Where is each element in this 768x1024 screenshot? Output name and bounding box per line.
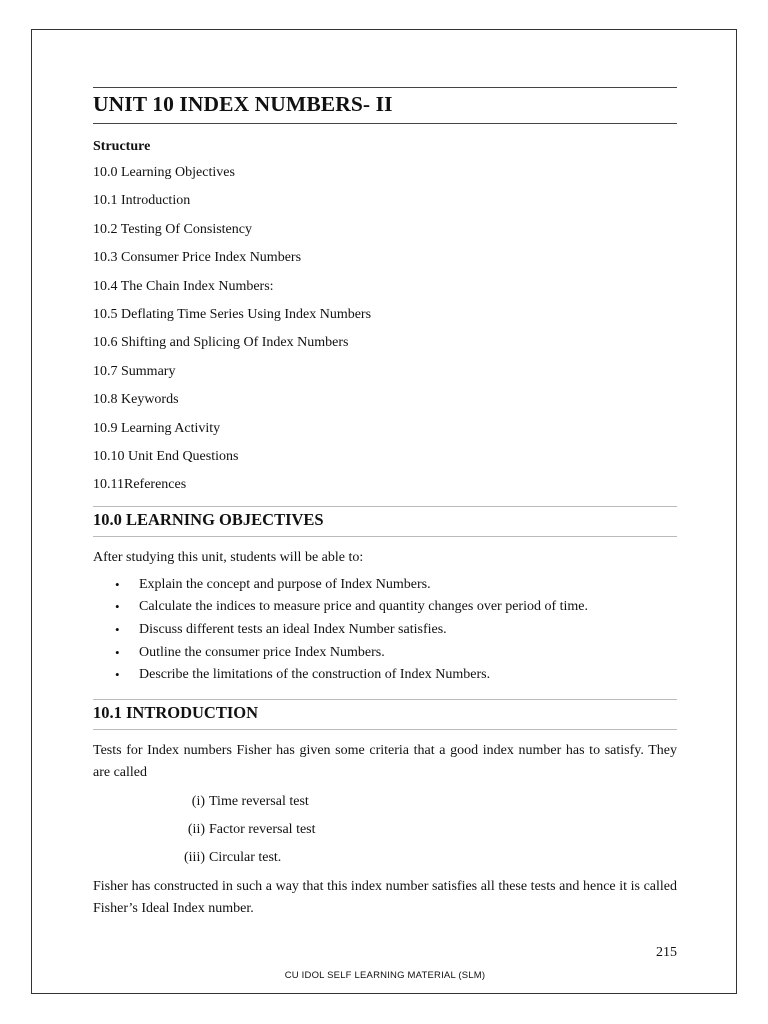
structure-item: 10.4 The Chain Index Numbers:	[93, 278, 274, 294]
structure-item: 10.9 Learning Activity	[93, 420, 221, 436]
test-text: Factor reversal test	[209, 821, 316, 837]
structure-item: 10.10 Unit End Questions	[93, 449, 239, 465]
structure-item: 10.7 Summary	[93, 363, 176, 379]
objective-item	[93, 619, 677, 642]
document-page	[31, 29, 737, 994]
structure-item: 10.3 Consumer Price Index Numbers	[93, 250, 302, 266]
structure-list	[93, 159, 677, 500]
page-content	[93, 87, 677, 920]
objective-text: Describe the limitations of the construction of Index Numbers.	[139, 667, 491, 683]
test-number: (iii)	[184, 849, 205, 865]
fisher-ideal-paragraph: Fisher has constructed in such a way that this index number satisfies all these tests and hence it is called Fisher’s Ideal Index number.	[93, 878, 677, 916]
objective-text: Outline the consumer price Index Numbers.	[139, 644, 385, 660]
structure-item: 10.5 Deflating Time Series Using Index Numbers	[93, 307, 372, 323]
structure-item: 10.2 Testing Of Consistency	[93, 221, 252, 237]
structure-item: 10.0 Learning Objectives	[93, 165, 235, 180]
page-footer: CU IDOL SELF LEARNING MATERIAL (SLM)	[284, 970, 486, 981]
fisher-tests-list	[93, 788, 677, 872]
structure-item: 10.11References	[93, 477, 187, 493]
objective-item	[93, 574, 677, 597]
structure-item: 10.6 Shifting and Splicing Of Index Numbers	[93, 335, 349, 351]
learning-objectives-lead: After studying this unit, students will be able to:	[93, 549, 364, 565]
objective-text: Explain the concept and purpose of Index Numbers.	[139, 576, 431, 592]
bullet-icon: •	[115, 622, 120, 638]
objective-text: Discuss different tests an ideal Index Number satisfies.	[139, 622, 447, 638]
objective-item	[93, 596, 677, 619]
bullet-icon: •	[115, 576, 120, 592]
fisher-test-item	[93, 844, 677, 872]
objective-item	[93, 642, 677, 665]
objective-item	[93, 664, 677, 687]
test-text: Time reversal test	[209, 793, 309, 809]
structure-item: 10.1 Introduction	[93, 193, 191, 209]
introduction-paragraph: Tests for Index numbers Fisher has given some criteria that a good index number has to satisfy. They are called	[93, 742, 677, 780]
test-number: (ii)	[187, 821, 205, 837]
fisher-test-item	[93, 788, 677, 816]
learning-objectives-heading: 10.0 LEARNING OBJECTIVES	[93, 506, 677, 537]
page-number: 215	[656, 945, 677, 960]
unit-title: UNIT 10 INDEX NUMBERS- II	[93, 87, 677, 124]
bullet-icon: •	[115, 644, 120, 660]
bullet-icon: •	[115, 599, 120, 615]
objectives-list	[93, 574, 677, 687]
test-number: (i)	[191, 793, 205, 809]
objective-text: Calculate the indices to measure price and quantity changes over period of time.	[139, 599, 589, 615]
bullet-icon: •	[115, 667, 120, 683]
structure-heading: Structure	[93, 139, 151, 154]
test-text: Circular test.	[209, 849, 282, 865]
introduction-heading: 10.1 INTRODUCTION	[93, 699, 677, 730]
structure-item: 10.8 Keywords	[93, 392, 179, 408]
fisher-test-item	[93, 816, 677, 844]
